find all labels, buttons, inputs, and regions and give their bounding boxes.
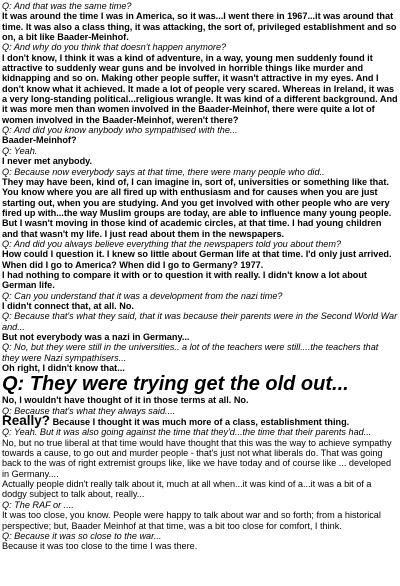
- answer-text: Because I thought it was much more of a class, establishment thing.: [52, 417, 350, 428]
- question: Q: And did you know anybody who sympathised with the...: [2, 125, 238, 136]
- question: Q: Because that's what they always said....: [2, 405, 176, 416]
- answer: No, but no true liberal at that time would have thought that this was the way to achieve sympathy towards a cause, to go out and murder people - that's just not what liberals do. That was going back to the was of right extremist groups like, like we have today and of course like ... developed in Germany....: [2, 437, 392, 479]
- answer: They may have been, kind of, I can imagine in, sort of, universities or something like that. You know where you are all fired up with enthusiasm and for causes when you are just starting out, when you are studying. And you get involved with other people who are very fired up with...the way Muslim groups are today, are able to influence many young people. But I wasn't moving in those kind of academic circles, at that time. I had young children and that wasn't my life. I just read about them in the newspapers.: [2, 176, 392, 239]
- answer: I don't know, I think it was a kind of adventure, in a way, young men suddenly found it attractive to suddenly wear guns and be involved in horrible things like murder and kidnapping and so on. Making other people suffer, it wasn't attractive in my eyes. And I don't know what it achieved. It made a lot of people very scared. Whereas in Ireland, it was a very long-standing political...religious wrangle. It was kind of a different background. And it was more men than women involved in the Baader-Meinhof, there were quite a lot of women involved in the Baader-Meinhof, weren't there?: [2, 52, 398, 125]
- answer: It was too close, you know. People were happy to talk about war and so forth; from a historical perspective; but, Baader Meinhof at that time, was a bit too close for comfort, I think.: [2, 510, 381, 531]
- answer: [2, 413, 398, 429]
- question: Q: Yeah.: [2, 145, 38, 156]
- answer: I never met anybody.: [2, 156, 93, 167]
- answer: Baader-Meinhof?: [2, 135, 77, 146]
- answer: I didn't connect that, at all. No.: [2, 300, 134, 311]
- question: Q: And why do you think that doesn't happen anymore?: [2, 42, 227, 53]
- large-question-heading: Q: They were trying get the old out...: [2, 373, 349, 396]
- question: Q: Because it was so close to the war...: [2, 530, 162, 541]
- question: Q: Yeah. But it was also going against the time that they'd...the time that their parents had...: [2, 427, 372, 438]
- question: Q: Because now everybody says at that time, there were many people who did..: [2, 166, 325, 177]
- answer: How could I question it. I knew so little about German life at that time. I'd only just arrived. When did I go to America? When did I go to Germany? 1977.: [2, 249, 392, 270]
- answer: Actually people didn't really talk about it, much at all when...it was kind of a...it was a bit of a dodgy subject to talk about, really...: [2, 479, 372, 500]
- question: Q: And that was the same time?: [2, 1, 132, 11]
- emphasized-word: Really?: [2, 413, 51, 429]
- question: Q: The RAF or ....: [2, 499, 74, 510]
- answer: No, I wouldn't have thought of it in those terms at all. No.: [2, 395, 249, 406]
- question: Q: Can you understand that it was a development from the nazi time?: [2, 290, 283, 301]
- answer: It was around the time I was in America, so it was...I went there in 1967...it was around that time. It was also a class thing, it was attacking, the sort of, privileged establishment and so on, a bit like Baader-Meinhof.: [2, 11, 397, 43]
- question: Q: And did you always believe everything that the newspapers told you about them?: [2, 238, 342, 249]
- answer: But not everybody was a nazi in Germany...: [2, 332, 190, 342]
- question: Q: No, but they were still in the universities.. a lot of the teachers were still....the teachers that they were Nazi sympathisers...: [2, 342, 379, 363]
- answer: Because it was too close to the time I was there.: [2, 541, 198, 552]
- answer: Oh right, I didn't know that...: [2, 363, 125, 374]
- question: Q: Because that's what they said, that it was because their parents were in the Second World War and...: [2, 311, 398, 332]
- answer: I had nothing to compare it with or to question it with really. I didn't know a lot about German life.: [2, 269, 367, 291]
